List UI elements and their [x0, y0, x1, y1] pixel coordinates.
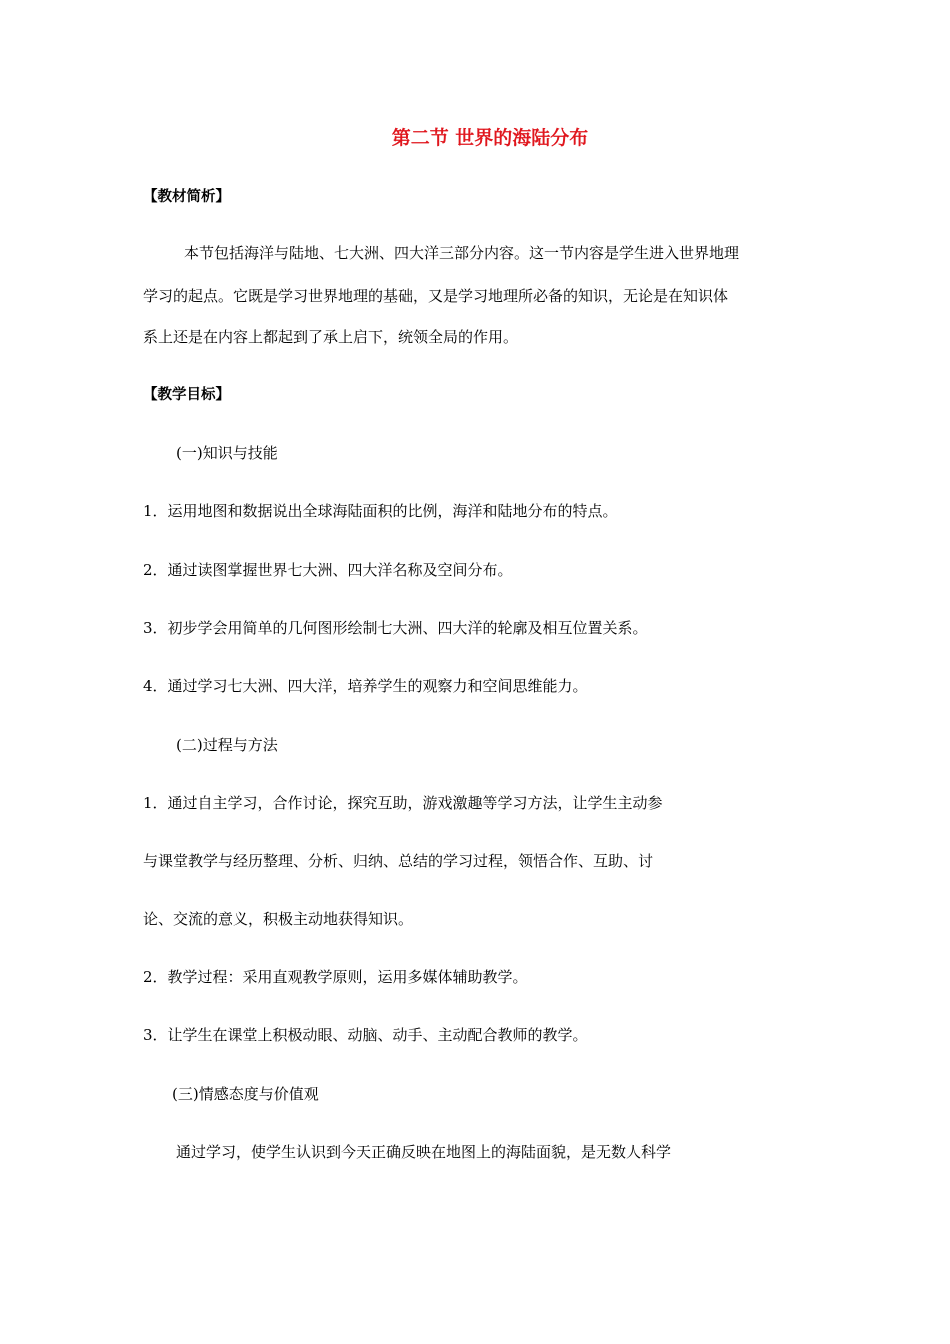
- paragraph-line: 系上还是在内容上都起到了承上启下，统领全局的作用。: [143, 328, 519, 346]
- subsection-heading-process-method: (二)过程与方法: [176, 736, 278, 754]
- list-item: 4．通过学习七大洲、四大洋，培养学生的观察力和空间思维能力。: [143, 677, 588, 695]
- subsection-heading-emotion-values: (三)情感态度与价值观: [172, 1085, 319, 1103]
- list-item: 3．初步学会用简单的几何图形绘制七大洲、四大洋的轮廓及相互位置关系。: [143, 619, 648, 637]
- list-item: 2．通过读图掌握世界七大洲、四大洋名称及空间分布。: [143, 561, 513, 579]
- section-heading-textbook-analysis: 【教材简析】: [143, 189, 230, 205]
- paragraph-line: 本节包括海洋与陆地、七大洲、四大洋三部分内容。这一节内容是学生进入世界地理: [184, 244, 740, 262]
- section-heading-teaching-goals: 【教学目标】: [143, 387, 230, 403]
- list-item: 2．教学过程：采用直观教学原则，运用多媒体辅助教学。: [143, 968, 528, 986]
- list-item: 与课堂教学与经历整理、分析、归纳、总结的学习过程，领悟合作、互助、讨: [143, 852, 654, 870]
- list-item: 1．通过自主学习，合作讨论，探究互助，游戏激趣等学习方法，让学生主动参: [143, 794, 663, 812]
- list-item: 1．运用地图和数据说出全球海陆面积的比例，海洋和陆地分布的特点。: [143, 502, 618, 520]
- subsection-heading-knowledge-skills: (一)知识与技能: [176, 444, 278, 462]
- paragraph-line: 通过学习，使学生认识到今天正确反映在地图上的海陆面貌，是无数人科学: [176, 1143, 672, 1161]
- paragraph-line: 学习的起点。它既是学习世界地理的基础，又是学习地理所必备的知识，无论是在知识体: [143, 287, 729, 305]
- list-item: 论、交流的意义，积极主动地获得知识。: [143, 910, 414, 928]
- document-title: 第二节 世界的海陆分布: [391, 127, 589, 149]
- list-item: 3．让学生在课堂上积极动眼、动脑、动手、主动配合教师的教学。: [143, 1026, 588, 1044]
